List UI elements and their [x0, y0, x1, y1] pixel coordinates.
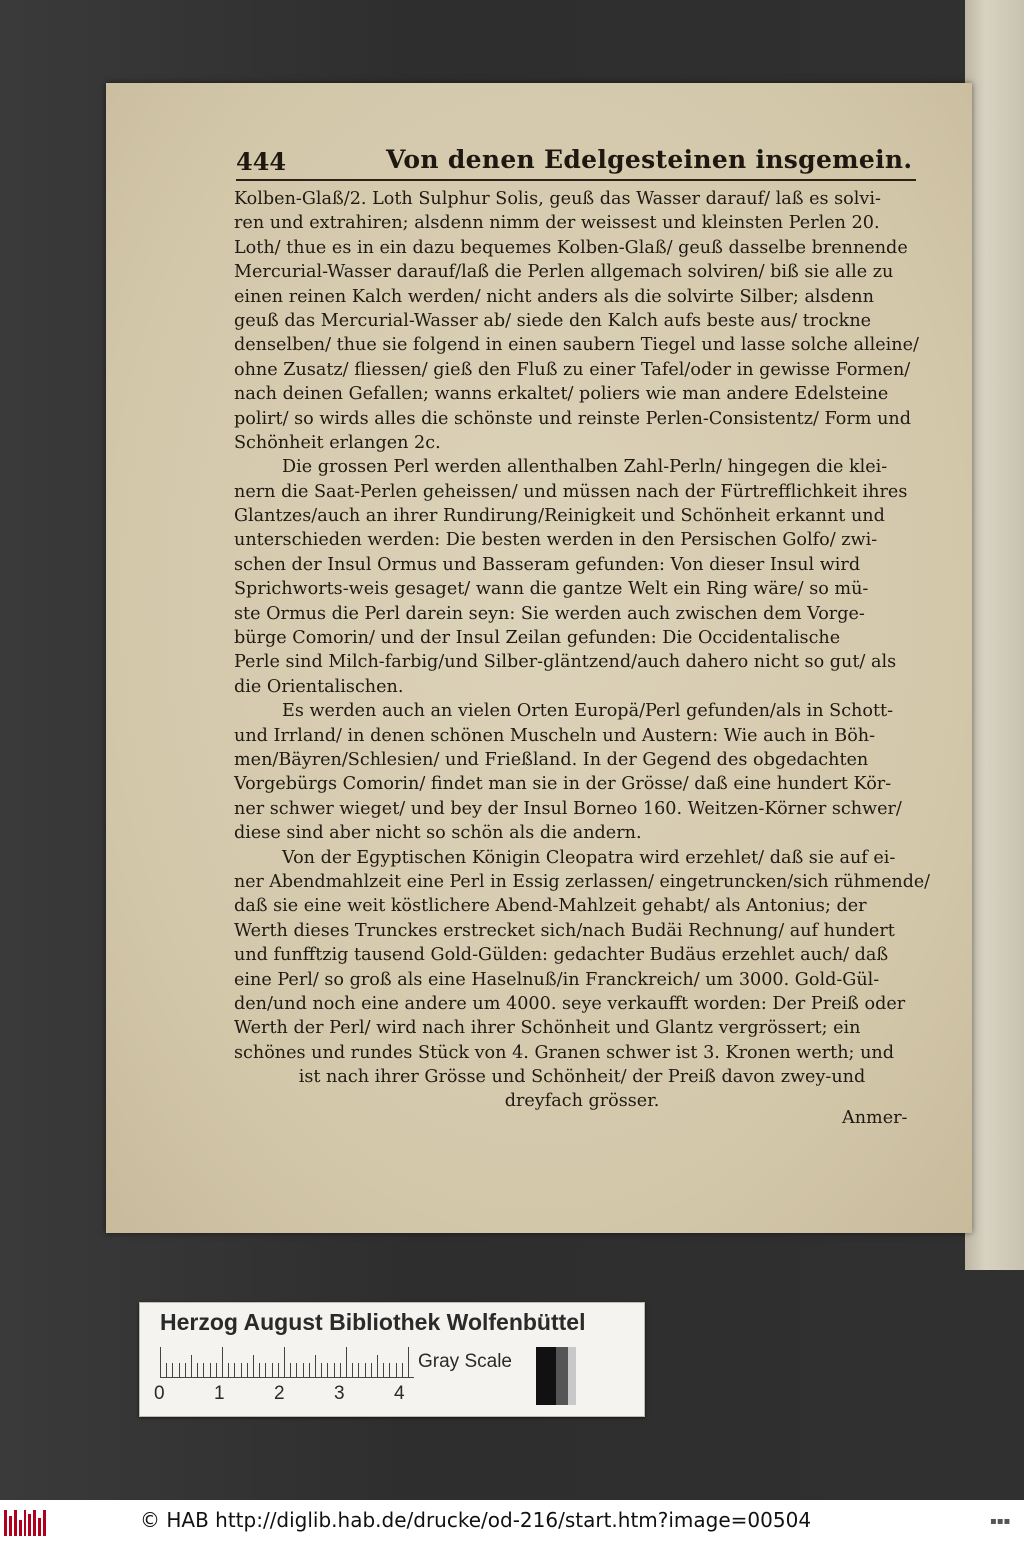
ruler-tick: [396, 1363, 397, 1377]
text-line: diese sind aber nicht so schön als die andern.: [234, 823, 642, 844]
ruler-tick: [272, 1363, 273, 1377]
ruler-tick: [309, 1363, 310, 1377]
text-line: ist nach ihrer Grösse und Schönheit/ der Preiß davon zwey-und: [298, 1067, 866, 1088]
logo-bar: [14, 1510, 17, 1536]
ruler-number: 4: [394, 1383, 405, 1404]
logo-bar: [43, 1510, 46, 1536]
ruler-tick: [371, 1363, 372, 1377]
text-line: ner Abendmahlzeit eine Perl in Essig zerlassen/ eingetruncken/sich rühmende/: [234, 871, 930, 892]
ruler-tick: [365, 1363, 366, 1377]
ruler-tick: [259, 1363, 260, 1377]
footer-bar: [0, 1500, 1024, 1544]
book-page: [106, 83, 972, 1233]
text-line: den/und noch eine andere um 4000. seye verkaufft worden: Der Preiß oder: [234, 993, 906, 1014]
ruler-tick: [179, 1363, 180, 1377]
library-label-card: [139, 1302, 645, 1417]
text-line: nach deinen Gefallen; wanns erkaltet/ poliers wie man andere Edelsteine: [234, 384, 889, 405]
text-line: und funfftzig tausend Gold-Gülden: gedachter Budäus erzehlet auch/ daß: [234, 945, 889, 966]
hab-logo-icon: [4, 1510, 46, 1536]
text-line: ren und extrahiren; alsdenn nimm der weissest und kleinsten Perlen 20.: [234, 213, 880, 234]
logo-bar: [4, 1510, 7, 1536]
text-line: ohne Zusatz/ fliessen/ gieß den Fluß zu einer Tafel/oder in gewisse Formen/: [234, 359, 911, 380]
page-header: [236, 145, 916, 181]
text-line: Glantzes/auch an ihrer Rundirung/Reinigkeit und Schönheit erkannt und: [234, 506, 885, 527]
logo-bar: [33, 1510, 36, 1536]
text-line: Schönheit erlangen 2c.: [234, 432, 441, 453]
ruler-tick: [334, 1363, 335, 1377]
text-line: Es werden auch an vielen Orten Europä/Perl gefunden/als in Schott-: [282, 701, 894, 722]
ruler-tick: [234, 1363, 235, 1377]
text-line: Von der Egyptischen Königin Cleopatra wird erzehlet/ daß sie auf ei-: [282, 847, 896, 868]
text-line: Vorgebürgs Comorin/ findet man sie in der Grösse/ daß eine hundert Kör-: [234, 774, 892, 795]
text-line: dreyfach grösser.: [504, 1091, 660, 1112]
text-line: denselben/ thue sie folgend in einen saubern Tiegel und lasse solche alleine/: [234, 335, 919, 356]
page-number: 444: [236, 147, 287, 176]
ruler-tick: [166, 1363, 167, 1377]
scale-ruler: [160, 1347, 414, 1378]
text-line: nern die Saat-Perlen geheissen/ und müssen nach der Fürtrefflichkeit ihres: [234, 481, 908, 502]
text-line: bürge Comorin/ und der Insul Zeilan gefunden: Die Occidentalische: [234, 628, 841, 649]
ruler-tick: [278, 1363, 279, 1377]
text-line: unterschieden werden: Die besten werden in den Persischen Golfo/ zwi-: [234, 530, 878, 551]
ruler-tick: [191, 1355, 192, 1377]
ruler-number: 3: [334, 1383, 345, 1404]
ruler-tick: [340, 1363, 341, 1377]
gray-swatch: [568, 1347, 576, 1405]
binding-strip: [965, 0, 1024, 1270]
ruler-tick: [296, 1363, 297, 1377]
library-name: Herzog August Bibliothek Wolfenbüttel: [160, 1309, 586, 1335]
ruler-tick: [197, 1363, 198, 1377]
ruler-tick: [321, 1363, 322, 1377]
text-line: Sprichworts-weis gesaget/ wann die gantze Welt ein Ring wäre/ so mü-: [234, 579, 869, 600]
ruler-tick: [203, 1363, 204, 1377]
ruler-tick: [408, 1347, 409, 1377]
logo-bar: [19, 1520, 22, 1536]
ruler-tick: [315, 1355, 316, 1377]
ruler-tick: [160, 1347, 161, 1377]
text-line: Perle sind Milch-farbig/und Silber-gläntzend/auch dahero nicht so gut/ als: [234, 652, 897, 673]
ruler-tick: [346, 1347, 347, 1377]
text-line: eine Perl/ so groß als eine Haselnuß/in Franckreich/ um 3000. Gold-Gül-: [234, 969, 880, 990]
ruler-tick: [253, 1355, 254, 1377]
text-line: daß sie eine weit köstlichere Abend-Mahlzeit gehabt/ als Antonius; der: [234, 896, 867, 917]
ruler-tick: [284, 1347, 285, 1377]
text-line: Kolben-Glaß/2. Loth Sulphur Solis, geuß das Wasser darauf/ laß es solvi-: [234, 189, 881, 209]
gray-scale-label: Gray Scale: [418, 1351, 512, 1372]
text-line: schen der Insul Ormus und Basseram gefunden: Von dieser Insul wird: [234, 554, 861, 575]
ruler-tick: [389, 1363, 390, 1377]
ruler-number: 0: [154, 1383, 165, 1404]
body-text: [234, 187, 930, 1114]
text-line: und Irrland/ in denen schönen Muscheln und Austern: Wie auch in Böh-: [234, 725, 876, 746]
ruler-tick: [247, 1363, 248, 1377]
ruler-tick: [327, 1363, 328, 1377]
ruler-tick: [210, 1363, 211, 1377]
text-line: ste Ormus die Perl darein seyn: Sie werden auch zwischen dem Vorge-: [234, 603, 865, 624]
running-title: Von denen Edelgesteinen insgemein.: [386, 145, 913, 174]
text-line: Die grossen Perl werden allenthalben Zahl-Perln/ hingegen die klei-: [282, 457, 888, 478]
ruler-tick: [265, 1363, 266, 1377]
logo-bar: [38, 1518, 41, 1536]
text-line: einen reinen Kalch werden/ nicht anders als die solvirte Silber; alsdenn: [234, 286, 874, 307]
ruler-tick: [222, 1347, 223, 1377]
ruler-tick: [290, 1363, 291, 1377]
ruler-tick: [303, 1363, 304, 1377]
text-line: geuß das Mercurial-Wasser ab/ siede den Kalch aufs beste aus/ trockne: [234, 310, 872, 331]
ruler-tick: [216, 1363, 217, 1377]
gray-swatch: [536, 1347, 556, 1405]
ruler-number: 1: [214, 1383, 225, 1404]
text-line: die Orientalischen.: [234, 676, 404, 697]
ruler-tick: [185, 1363, 186, 1377]
ruler-tick: [352, 1363, 353, 1377]
text-line: polirt/ so wirds alles die schönste und reinste Perlen-Consistentz/ Form und: [234, 408, 911, 429]
text-line: Werth der Perl/ wird nach ihrer Schönheit und Glantz vergrössert; ein: [234, 1018, 861, 1039]
ruler-tick: [377, 1355, 378, 1377]
ruler-tick: [358, 1363, 359, 1377]
footer-dots-icon: ▪▪▪: [990, 1516, 1011, 1527]
logo-bar: [9, 1516, 12, 1536]
ruler-number: 2: [274, 1383, 285, 1404]
ruler-tick: [241, 1363, 242, 1377]
ruler-tick: [228, 1363, 229, 1377]
text-line: men/Bäyren/Schlesien/ und Frießland. In der Gegend des obgedachten: [234, 749, 869, 770]
text-line: schönes und rundes Stück von 4. Granen schwer ist 3. Kronen werth; und: [234, 1042, 894, 1063]
ruler-tick: [402, 1363, 403, 1377]
ruler-tick: [383, 1363, 384, 1377]
text-line: Werth dieses Trunckes erstrecket sich/nach Budäi Rechnung/ auf hundert: [234, 920, 895, 941]
catchword: Anmer-: [842, 1108, 908, 1128]
text-line: ner schwer wieget/ und bey der Insul Borneo 160. Weitzen-Körner schwer/: [234, 798, 902, 819]
text-line: Mercurial-Wasser darauf/laß die Perlen allgemach solviren/ biß sie alle zu: [234, 262, 894, 283]
footer-copyright-url[interactable]: © HAB http://diglib.hab.de/drucke/od-216/start.htm?image=00504: [140, 1508, 812, 1532]
ruler-tick: [172, 1363, 173, 1377]
logo-bar: [28, 1514, 31, 1536]
gray-swatch: [556, 1347, 568, 1405]
text-line: Loth/ thue es in ein dazu bequemes Kolben-Glaß/ geuß dasselbe brennende: [234, 237, 908, 258]
logo-bar: [24, 1510, 27, 1536]
